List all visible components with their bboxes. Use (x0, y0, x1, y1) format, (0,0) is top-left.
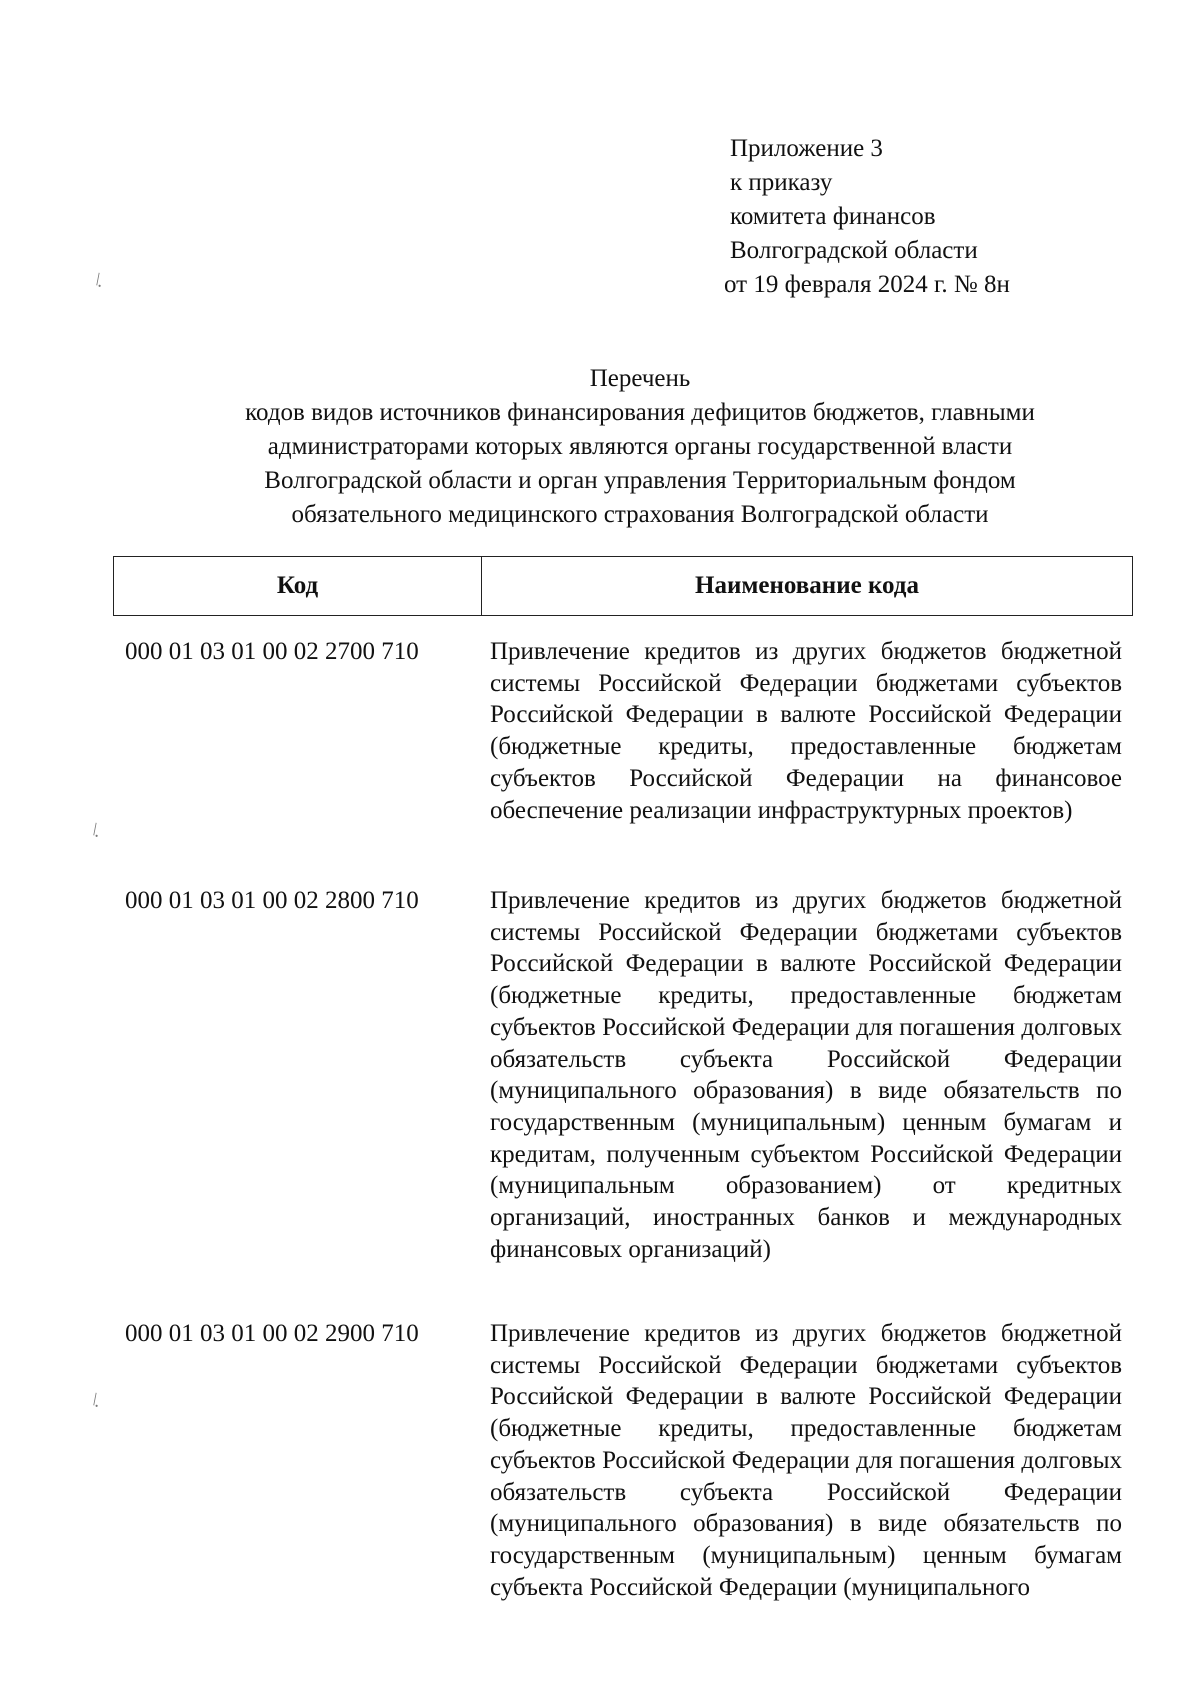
row-name: Привлечение кредитов из других бюджетов бюджетной системы Российской Федерации бюджетами субъектов Российской Федерации в валюте Российской Федерации (бюджетные кредиты, предоставленные бюджетам субъектов Российской Федерации на финансовое обеспечение реализации инфраструктурных проектов) (490, 638, 1122, 824)
title-line: администраторами которых являются органы государственной власти (267, 433, 1013, 460)
appendix-date-line: от 19 февраля 2024 г. № 8н (724, 271, 1010, 298)
appendix-block (724, 132, 1010, 302)
appendix-line: Приложение 3 (730, 135, 883, 162)
appendix-line: к приказу (730, 169, 833, 196)
document-title (200, 362, 1080, 532)
table-row (113, 885, 1133, 1265)
row-code: 000 01 03 01 00 02 2900 710 (125, 1320, 419, 1347)
header-name: Наименование кода (695, 572, 919, 599)
title-line: Перечень (589, 365, 691, 392)
header-code: Код (114, 557, 482, 615)
table-header (113, 556, 1133, 616)
scan-mark: \. (87, 1389, 107, 1412)
scan-mark: \. (87, 819, 107, 842)
appendix-line: комитета финансов (730, 203, 936, 230)
title-line: обязательного медицинского страхования Волгоградской области (291, 501, 989, 528)
scan-mark: \. (90, 269, 110, 292)
row-name: Привлечение кредитов из других бюджетов бюджетной системы Российской Федерации бюджетами субъектов Российской Федерации в валюте Российской Федерации (бюджетные кредиты, предоставленные бюджетам субъектов Российской Федерации для погашения долговых обязательств субъекта Российской Федерации (муниципального образования) в виде обязательств по государственным (муниципальным) ценным бумагам и кредитам, полученным субъектом Российской Федерации (муниципальным образованием) от кредитных организаций, иностранных банков и международных финансовых организаций) (490, 887, 1122, 1263)
row-name: Привлечение кредитов из других бюджетов бюджетной системы Российской Федерации бюджетами субъектов Российской Федерации в валюте Российской Федерации (бюджетные кредиты, предоставленные бюджетам субъектов Российской Федерации для погашения долговых обязательств субъекта Российской Федерации (муниципального образования) в виде обязательств по государственным (муниципальным) ценным бумагам субъекта Российской Федерации (муниципального (490, 1320, 1122, 1601)
appendix-line: Волгоградской области (730, 237, 978, 264)
title-line: кодов видов источников финансирования дефицитов бюджетов, главными (245, 399, 1035, 426)
title-line: Волгоградской области и орган управления Территориальным фондом (264, 467, 1016, 494)
table-row (113, 636, 1133, 826)
row-code: 000 01 03 01 00 02 2700 710 (125, 638, 419, 665)
row-code: 000 01 03 01 00 02 2800 710 (125, 887, 419, 914)
table-row (113, 1318, 1133, 1603)
